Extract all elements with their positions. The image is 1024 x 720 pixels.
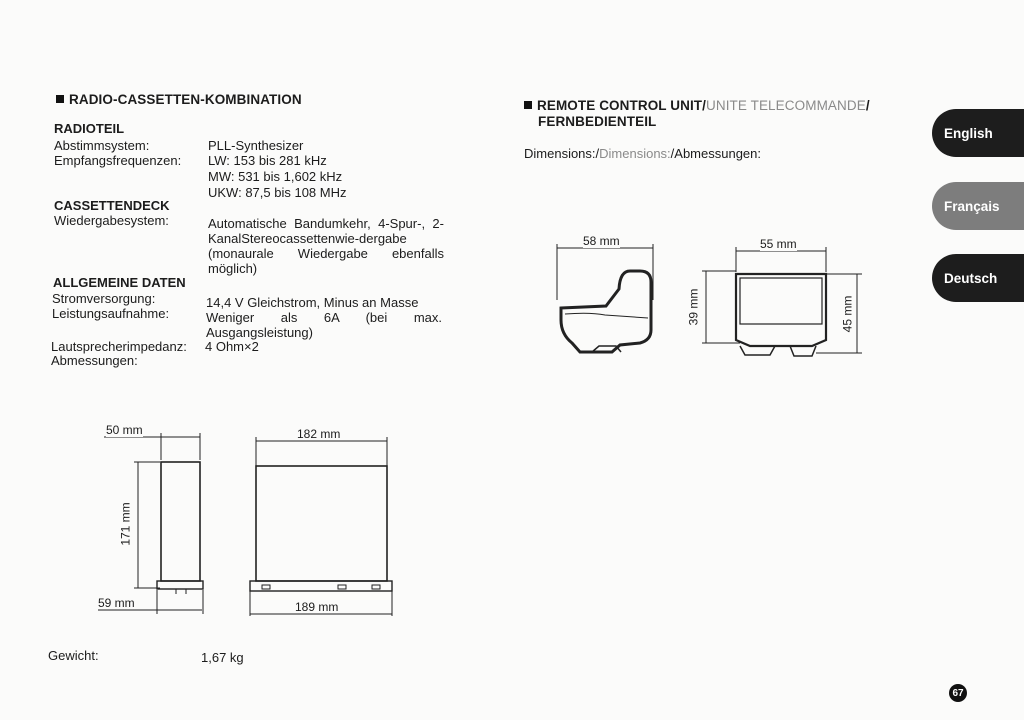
value-ukw: UKW: 87,5 bis 108 MHz [208,185,347,200]
label-wiedergabesystem: Wiedergabesystem: [54,213,169,228]
value-abstimmsystem: PLL-Synthesizer [208,138,304,153]
dim-side-depth: 59 mm [98,596,135,610]
value-stromversorgung: 14,4 V Gleichstrom, Minus an Masse [206,295,419,310]
dim-front-width: 182 mm [297,427,341,441]
label-lautsprecherimpedanz: Lautsprecherimpedanz: [51,339,187,354]
tab-deutsch[interactable]: Deutsch [932,254,1024,302]
bullet-square-icon [524,101,532,109]
page-number: 67 [949,684,967,702]
section-title-radio: RADIO-CASSETTEN-KOMBINATION [56,92,302,107]
dim-remote-depth: 58 mm [583,234,620,248]
heading-allgemeine-daten: ALLGEMEINE DATEN [53,275,186,290]
tab-english[interactable]: English [932,109,1024,157]
dim-remote-height-back: 45 mm [840,295,855,333]
value-mw: MW: 531 bis 1,602 kHz [208,169,343,184]
dimensions-label: Dimensions:/Dimensions:/Abmessungen: [524,146,762,161]
dim-remote-height-front: 39 mm [686,288,701,326]
value-lw: LW: 153 bis 281 kHz [208,153,327,168]
label-gewicht: Gewicht: [48,648,99,663]
value-leistungsaufnahme: Weniger als 6A (bei max. Ausgangsleistung) [206,310,442,340]
label-stromversorgung: Stromversorgung: [52,291,156,306]
value-wiedergabesystem: Automatische Bandumkehr, 4-Spur-, 2-KanalStereocassettenwie-dergabe (monaurale Wiedergabe ebenfalls möglich) [208,216,444,276]
label-empfangsfrequenzen: Empfangsfrequenzen: [54,153,182,168]
value-gewicht: 1,67 kg [201,650,244,665]
section-title-remote: REMOTE CONTROL UNIT/UNITE TELECOMMANDE/ [524,98,870,113]
dim-side-height: 171 mm [118,502,133,546]
value-lautsprecherimpedanz: 4 Ohm×2 [205,339,259,354]
bullet-square-icon [56,95,64,103]
dim-front-width-bottom: 189 mm [295,600,339,614]
heading-cassettendeck: CASSETTENDECK [54,198,170,213]
label-abmessungen: Abmessungen: [51,353,138,368]
section-title-remote-de: FERNBEDIENTEIL [538,114,657,129]
dim-remote-width: 55 mm [760,237,797,251]
tab-francais[interactable]: Français [932,182,1024,230]
dim-side-width: 50 mm [106,423,143,437]
heading-radioteil: RADIOTEIL [54,121,125,136]
label-leistungsaufnahme: Leistungsaufnahme: [52,306,170,321]
label-abstimmsystem: Abstimmsystem: [54,138,150,153]
